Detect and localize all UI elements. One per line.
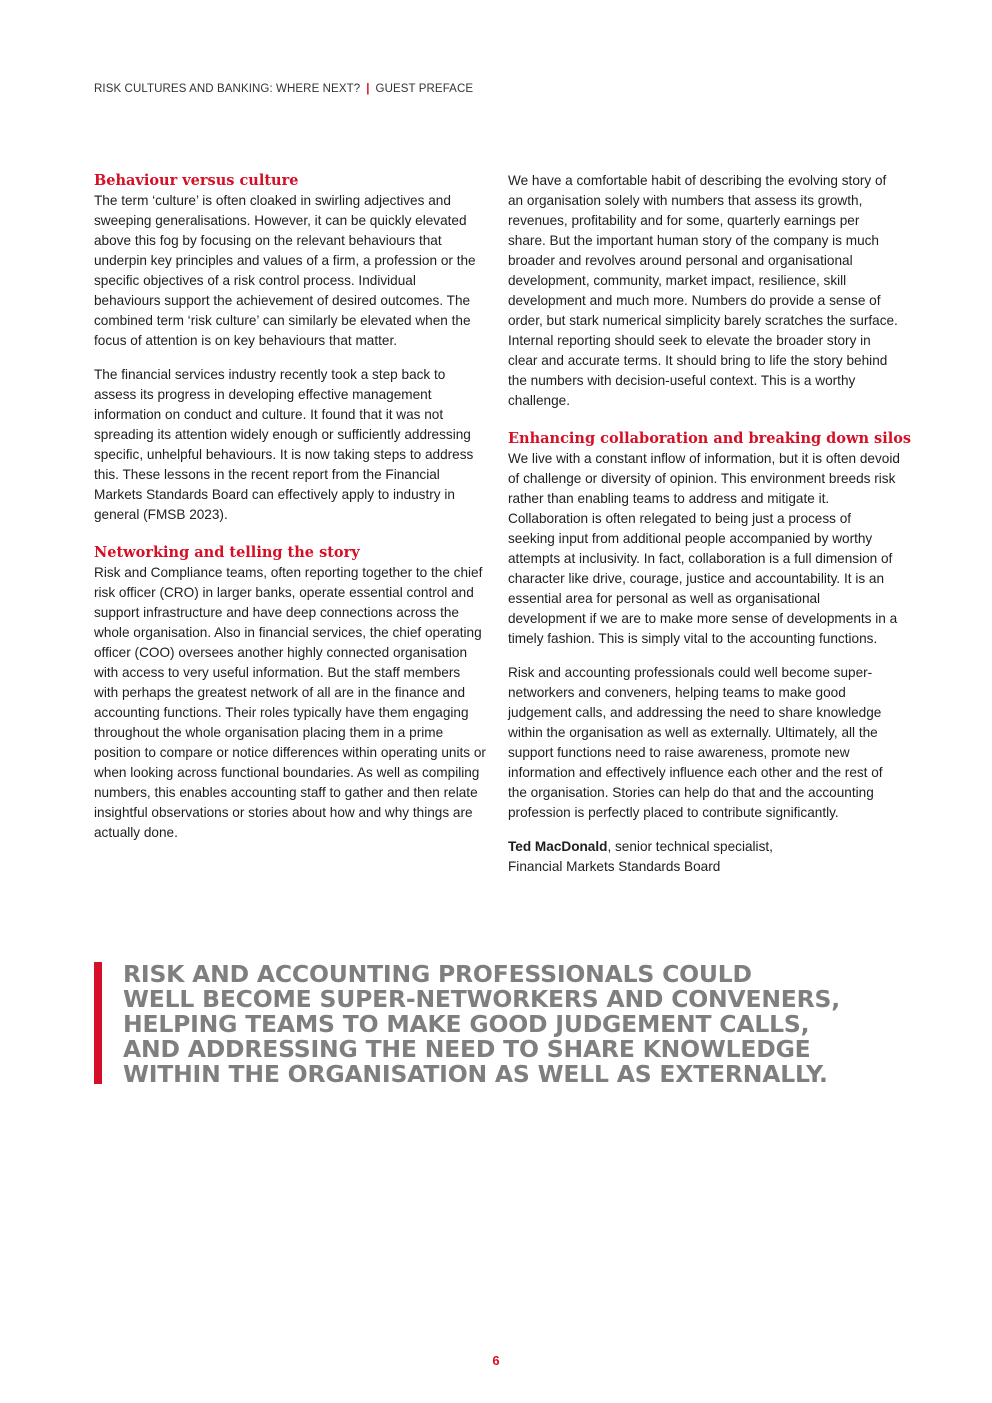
pull-quote-line: WELL BECOME SUPER-NETWORKERS AND CONVENERS, (123, 985, 840, 1013)
running-header (94, 83, 473, 95)
author-signature (508, 837, 900, 877)
header-separator: | (366, 83, 370, 95)
author-organisation: Financial Markets Standards Board (508, 859, 721, 874)
paragraph-behaviour: The term ‘culture’ is often cloaked in swirling adjectives and sweeping generalisations. However, it can be quickly elevated above this fog by focusing on the relevant behaviours that underpin key principles and values of a firm, a profession or the specific objectives of a risk control process. Individual behaviours support the achievement of desired outcomes. The combined term ‘risk culture’ can similarly be elevated when the focus of attention is on key behaviours that matter. (94, 193, 476, 348)
paragraph-financial-services: The financial services industry recently took a step back to assess its progress in developing effective management information on conduct and culture. It found that it was not spreading its attention widely enough or sufficiently addressing specific, unhelpful behaviours. It is now taking steps to address this. These lessons in the recent report from the Financial Markets Standards Board can effectively apply to industry in general (FMSB 2023). (94, 367, 474, 522)
header-title: RISK CULTURES AND BANKING: WHERE NEXT? (94, 83, 361, 95)
pull-quote-line: AND ADDRESSING THE NEED TO SHARE KNOWLEDGE (123, 1035, 811, 1063)
author-role: , senior technical specialist, (607, 839, 773, 854)
page-number: 6 (492, 1353, 500, 1368)
paragraph-comfortable-habit: We have a comfortable habit of describing the evolving story of an organisation solely with numbers that assess its growth, revenues, profitability and for some, quarterly earnings per share. But the important human story of the company is much broader and revolves around personal and organisational development, community, market impact, resilience, skill development and much more. Numbers do provide a sense of order, but stark numerical simplicity barely scratches the surface. Internal reporting should seek to elevate the broader story in clear and accurate terms. It should bring to life the story behind the numbers with decision-useful context. This is a worthy challenge. (508, 173, 898, 408)
heading-networking: Networking and telling the story (94, 544, 360, 561)
pull-quote (94, 960, 894, 1088)
left-column (94, 171, 486, 857)
heading-behaviour-versus-culture: Behaviour versus culture (94, 172, 299, 189)
header-section: GUEST PREFACE (375, 83, 474, 95)
paragraph-collaboration: We live with a constant inflow of information, but it is often devoid of challenge or diversity of opinion. This environment breeds risk rather than enabling teams to address and mitigate it. Collaboration is often relegated to being just a process of seeking input from additional people accompanied by worthy attempts at inclusivity. In fact, collaboration is a full dimension of character like drive, courage, justice and accountability. It is an essential area for personal as well as organisational development if we are to make more sense of developments in a timely fashion. This is simply vital to the accounting functions. (508, 451, 900, 646)
heading-enhancing-collaboration: Enhancing collaboration and breaking down silos (508, 430, 912, 447)
paragraph-networking: Risk and Compliance teams, often reporting together to the chief risk officer (CRO) in larger banks, operate essential control and support infrastructure and have deep connections across the whole organisation. Also in financial services, the chief operating officer (COO) oversees another highly connected organisation with access to very useful information. But the staff members with perhaps the greatest network of all are in the finance and accounting functions. Their roles typically have them engaging throughout the whole organisation placing them in a prime position to compare or notice differences within operating units or when looking across functional boundaries. As well as compiling numbers, this enables accounting staff to gather and then relate insightful observations or stories about how and why things are actually done. (94, 565, 486, 840)
author-name: Ted MacDonald (508, 839, 608, 854)
pull-quote-line: HELPING TEAMS TO MAKE GOOD JUDGEMENT CALLS, (123, 1010, 810, 1038)
paragraph-super-networkers: Risk and accounting professionals could well become super-networkers and conveners, helping teams to make good judgement calls, and addressing the need to share knowledge within the organisation as well as externally. Ultimately, all the support functions need to raise awareness, promote new information and effectively influence each other and the rest of the organisation. Stories can help do that and the accounting profession is perfectly placed to contribute significantly. (508, 665, 883, 820)
pull-quote-line: RISK AND ACCOUNTING PROFESSIONALS COULD (123, 960, 752, 988)
right-column (508, 171, 912, 891)
pull-quote-line: WITHIN THE ORGANISATION AS WELL AS EXTERNALLY. (123, 1060, 828, 1088)
